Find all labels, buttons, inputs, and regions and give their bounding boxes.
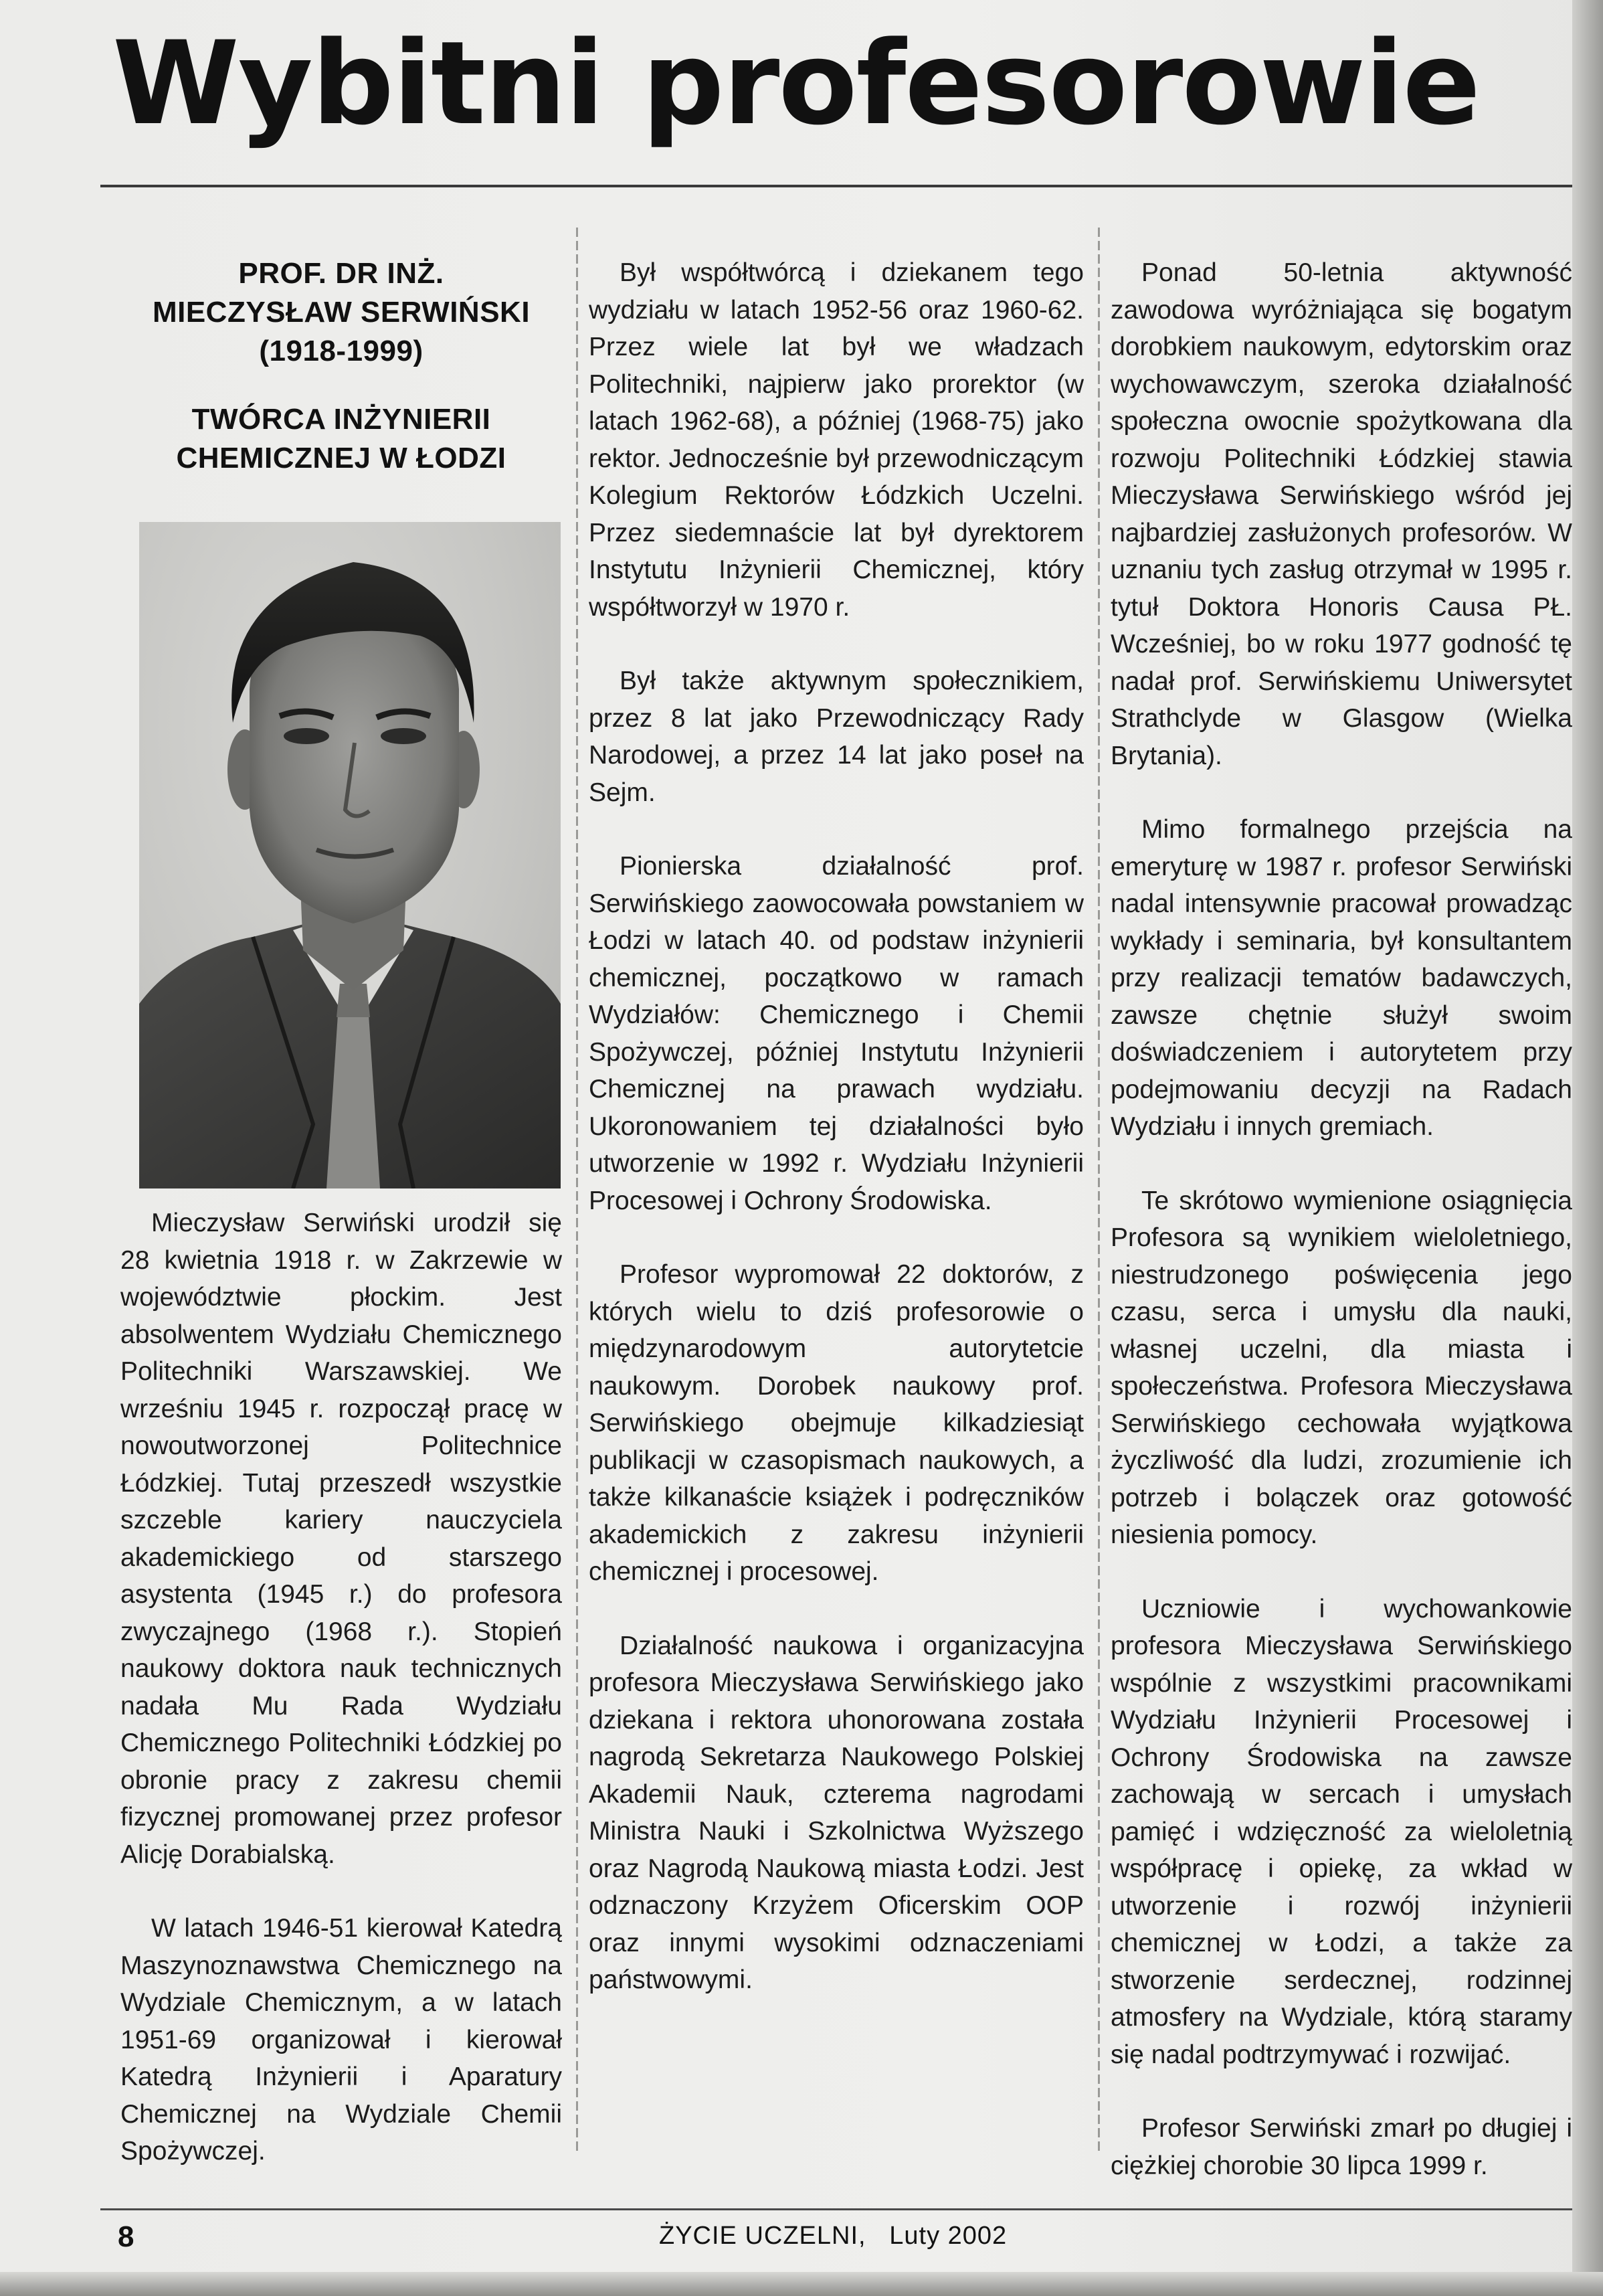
headline-rule: [100, 185, 1572, 187]
profile-years: (1918-1999): [259, 335, 423, 367]
page-number: 8: [118, 2220, 134, 2253]
profile-subtitle-1: TWÓRCA INŻYNIERII: [191, 403, 491, 436]
page-edge-bottom: [0, 2272, 1603, 2296]
paragraph: Mieczysław Serwiński urodził się 28 kwietnia 1918 r. w Zakrzewie w województwie płockim. Jest absolwentem Wydziału Chemicznego Politechniki Warszawskiej. We wrześniu 1945 r. rozpoczął pracę w nowoutworzonej Politechnice Łódzkiej. Tutaj przeszedł wszystkie szczeble kariery nauczyciela akademickiego od starszego asystenta (1945 r.) do profesora zwyczajnego (1968 r.). Stopień naukowy doktora nauk technicznych nadała Mu Rada Wydziału Chemicznego Politechniki Łódzkiej po obronie pracy z zakresu chemii fizycznej promowanej przez profesor Alicję Dorabialską.: [120, 1209, 562, 1869]
paragraph: Profesor Serwiński zmarł po długiej i ciężkiej chorobie 30 lipca 1999 r.: [1111, 2114, 1572, 2180]
paragraph: Ponad 50-letnia aktywność zawodowa wyróżniająca się bogatym dorobkiem naukowym, edytorskim oraz wychowawczym, szeroka działalność społeczna owocnie spożytkowana dla rozwoju Politechniki Łódzkiej stawia Mieczysława Serwińskiego wśród jej najbardziej zasłużonych profesorów. W uznaniu tych zasług otrzymał w 1995 r. tytuł Doktora Honoris Causa PŁ. Wcześniej, bo w roku 1977 godność tę nadał prof. Serwińskiemu Uniwersytet Strathclyde w Glasgow (Wielka Brytania).: [1111, 258, 1572, 770]
profile-name: MIECZYSŁAW SERWIŃSKI: [152, 296, 531, 329]
publication-name: ŻYCIE UCZELNI, Luty 2002: [659, 2222, 1008, 2250]
paragraph: Działalność naukowa i organizacyjna profesora Mieczysława Serwińskiego jako dziekana i rektora uhonorowana została nagrodą Sekretarza Naukowego Polskiej Akademii Nauk, czterema nagrodami Ministra Nauki i Szkolnictwa Wyższego oraz Nagrodą Naukową miasta Łodzi. Jest odznaczony Krzyżem Oficerskim OOP oraz innymi wysokimi odznaczeniami państwowymi.: [589, 1631, 1084, 1994]
column-1: [120, 1205, 562, 2207]
profile-title: PROF. DR INŻ.: [238, 257, 444, 290]
paragraph: Był także aktywnym społecznikiem, przez 8 lat jako Przewodniczący Rady Narodowej, a przez 14 lat jako poseł na Sejm.: [589, 667, 1084, 807]
paragraph: Uczniowie i wychowankowie profesora Mieczysława Serwińskiego wspólnie z wszystkimi pracownikami Wydziału Inżynierii Procesowej i Ochrony Środowiska na zawsze zachowają w sercach i umysłach pamięć i wdzięczność za wieloletnią współpracę i opiekę, za wkład w utworzenie i rozwój inżynierii chemicznej w Łodzi, a także za stworzenie serdecznej, rodzinnej atmosfery na Wydziale, którą staramy się nadal podtrzymywać i rozwijać.: [1111, 1594, 1572, 2069]
page-edge-right: [1572, 0, 1603, 2296]
column-2: [589, 254, 1084, 2036]
paragraph: Mimo formalnego przejścia na emeryturę w 1987 r. profesor Serwiński nadal intensywnie pracował prowadząc wykłady i seminaria, był konsultantem przy realizacji tematów badawczych, zawsze chętnie służył swoim doświadczeniem i autorytetem przy podejmowaniu decyzji na Radach Wydziału i innych gremiach.: [1111, 815, 1572, 1141]
paragraph: Był współtwórcą i dziekanem tego wydziału w latach 1952-56 oraz 1960-62. Przez wiele lat był we władzach Politechniki, najpierw jako prorektor (w latach 1962-68), a później (1968-75) jako rektor. Jednocześnie był przewodniczącym Kolegium Rektorów Łódzkich Uczelni. Przez siedemnaście lat był dyrektorem Instytutu Inżynierii Chemicznej, który współtworzył w 1970 r.: [589, 258, 1084, 622]
paragraph: Te skrótowo wymienione osiągnięcia Profesora są wynikiem wieloletniego, niestrudzonego poświęcenia jego czasu, serca i umysłu dla nauki, własnej uczelni, dla miasta i społeczeństwa. Profesora Mieczysława Serwińskiego cechowała wyjątkowa życzliwość dla ludzi, zrozumienie ich potrzeb i bolączek oraz gotowość niesienia pomocy.: [1111, 1186, 1572, 1549]
profile-header: [120, 254, 562, 478]
column-divider-2: [1098, 228, 1100, 2155]
headline: Wybitni profesorowie: [112, 16, 1480, 151]
paragraph: W latach 1946-51 kierował Katedrą Maszynoznawstwa Chemicznego na Wydziale Chemicznym, a w latach 1951-69 organizował i kierował Katedrą Inżynierii i Aparatury Chemicznej na Wydziale Chemii Spożywczej.: [120, 1914, 562, 2166]
profile-subtitle-2: CHEMICZNEJ W ŁODZI: [176, 442, 506, 474]
column-divider-1: [576, 228, 578, 2155]
column-3: [1111, 254, 1572, 2221]
portrait-photo: [139, 522, 561, 1188]
footer-rule: [100, 2208, 1572, 2210]
paragraph: Pionierska działalność prof. Serwińskiego zaowocowała powstaniem w Łodzi w latach 40. od podstaw inżynierii chemicznej, początkowo w ramach Wydziałów: Chemicznego i Chemii Spożywczej, później Instytutu Inżynierii Chemicznej na prawach wydziału. Ukoronowaniem tej działalności było utworzenie w 1992 r. Wydziału Inżynierii Procesowej i Ochrony Środowiska.: [589, 852, 1084, 1215]
paragraph: Profesor wypromował 22 doktorów, z których wielu to dziś profesorowie o międzynarodowym autorytetcie naukowym. Dorobek naukowy prof. Serwińskiego obejmuje kilkadziesiąt publikacji w czasopismach naukowych, a także kilkanaście książek i podręczników akademickich z zakresu inżynierii chemicznej i procesowej.: [589, 1260, 1084, 1586]
portrait-illustration: [139, 522, 561, 1188]
